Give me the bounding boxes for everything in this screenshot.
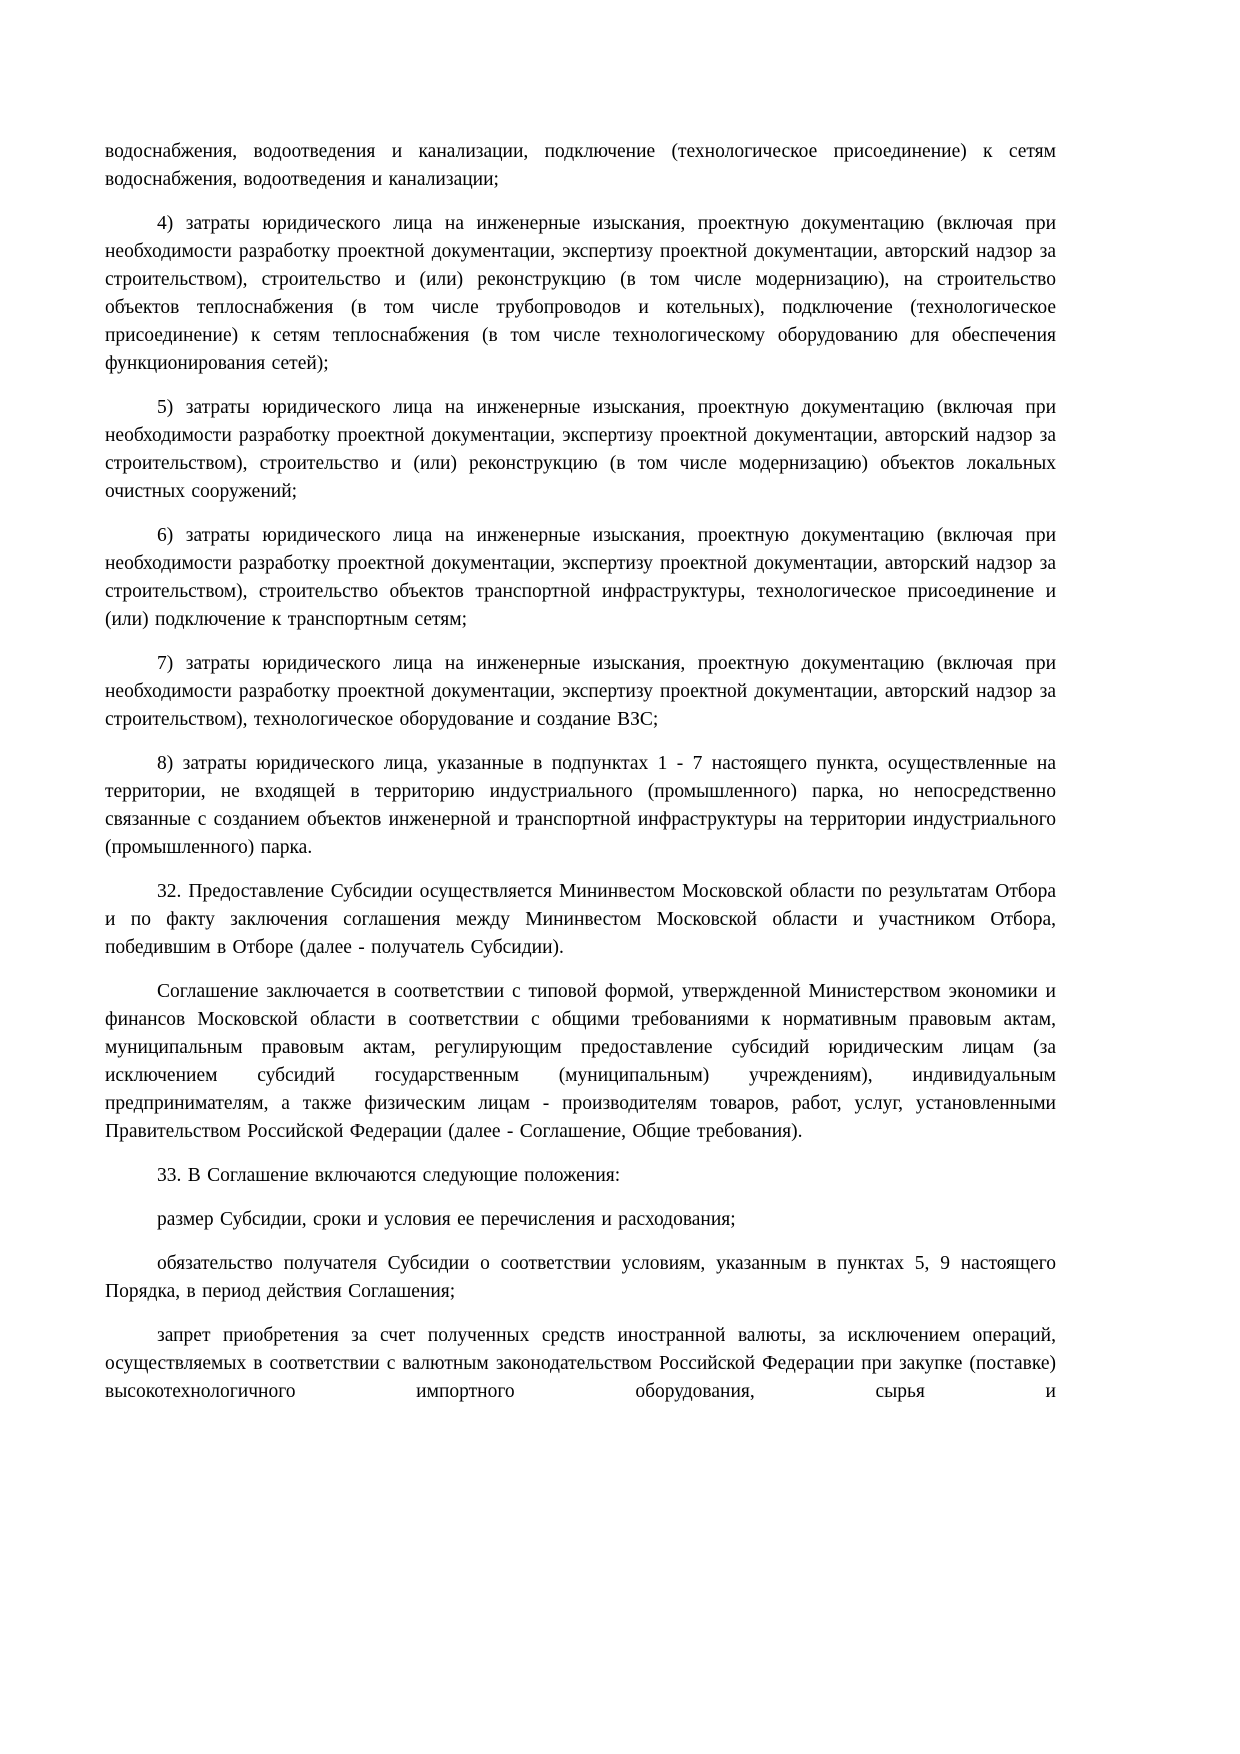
paragraph-subsidy-size: размер Субсидии, сроки и условия ее перечисления и расходования; <box>157 1209 736 1230</box>
paragraph-item-8: 8) затраты юридического лица, указанные в подпунктах 1 - 7 настоящего пункта, осуществленные на территории, не входящей в территорию индустриального (промышленного) парка, но непосредственно связанные с созданием объектов инженерной и транспортной инфраструктуры на территории индустриального (промышленного) парка. <box>105 753 1056 858</box>
paragraph-item-6: 6) затраты юридического лица на инженерные изыскания, проектную документацию (включая при необходимости разработку проектной документации, экспертизу проектной документации, авторский надзор за строительством), строительство объектов транспортной инфраструктуры, технологическое присоединение и (или) подключение к транспортным сетям; <box>105 525 1056 630</box>
paragraph-item-7: 7) затраты юридического лица на инженерные изыскания, проектную документацию (включая при необходимости разработку проектной документации, экспертизу проектной документации, авторский надзор за строительством), технологическое оборудование и создание ВЗС; <box>105 653 1056 730</box>
paragraph-clause-32: 32. Предоставление Субсидии осуществляется Мининвестом Московской области по результатам Отбора и по факту заключения соглашения между Мининвестом Московской области и участником Отбора, победившим в Отборе (далее - получатель Субсидии). <box>105 881 1056 958</box>
document-body <box>105 138 1056 1406</box>
paragraph-agreement: Соглашение заключается в соответствии с типовой формой, утвержденной Министерством экономики и финансов Московской области в соответствии с общими требованиями к нормативным правовым актам, муниципальным правовым актам, регулирующим предоставление субсидий юридическим лицам (за исключением субсидий государственным (муниципальным) учреждениям), индивидуальным предпринимателям, а также физическим лицам - производителям товаров, работ, услуг, установленными Правительством Российской Федерации (далее - Соглашение, Общие требования). <box>105 981 1056 1142</box>
paragraph-clause-33: 33. В Соглашение включаются следующие положения: <box>157 1165 621 1186</box>
paragraph-continuation: водоснабжения, водоотведения и канализации, подключение (технологическое присоединение) к сетям водоснабжения, водоотведения и канализации; <box>105 141 1056 190</box>
paragraph-item-5: 5) затраты юридического лица на инженерные изыскания, проектную документацию (включая при необходимости разработку проектной документации, экспертизу проектной документации, авторский надзор за строительством), строительство и (или) реконструкцию (в том числе модернизацию) объектов локальных очистных сооружений; <box>105 397 1056 502</box>
paragraph-item-4: 4) затраты юридического лица на инженерные изыскания, проектную документацию (включая при необходимости разработку проектной документации, экспертизу проектной документации, авторский надзор за строительством), строительство и (или) реконструкцию (в том числе модернизацию), на строительство объектов теплоснабжения (в том числе трубопроводов и котельных), подключение (технологическое присоединение) к сетям теплоснабжения (в том числе технологическому оборудованию для обеспечения функционирования сетей); <box>105 213 1056 374</box>
paragraph-currency-ban: запрет приобретения за счет полученных средств иностранной валюты, за исключением операций, осуществляемых в соответствии с валютным законодательством Российской Федерации при закупке (поставке) высокотехнологичного импортного оборудования, сырья и <box>105 1325 1056 1402</box>
paragraph-obligation: обязательство получателя Субсидии о соответствии условиям, указанным в пунктах 5, 9 настоящего Порядка, в период действия Соглашения; <box>105 1253 1056 1302</box>
